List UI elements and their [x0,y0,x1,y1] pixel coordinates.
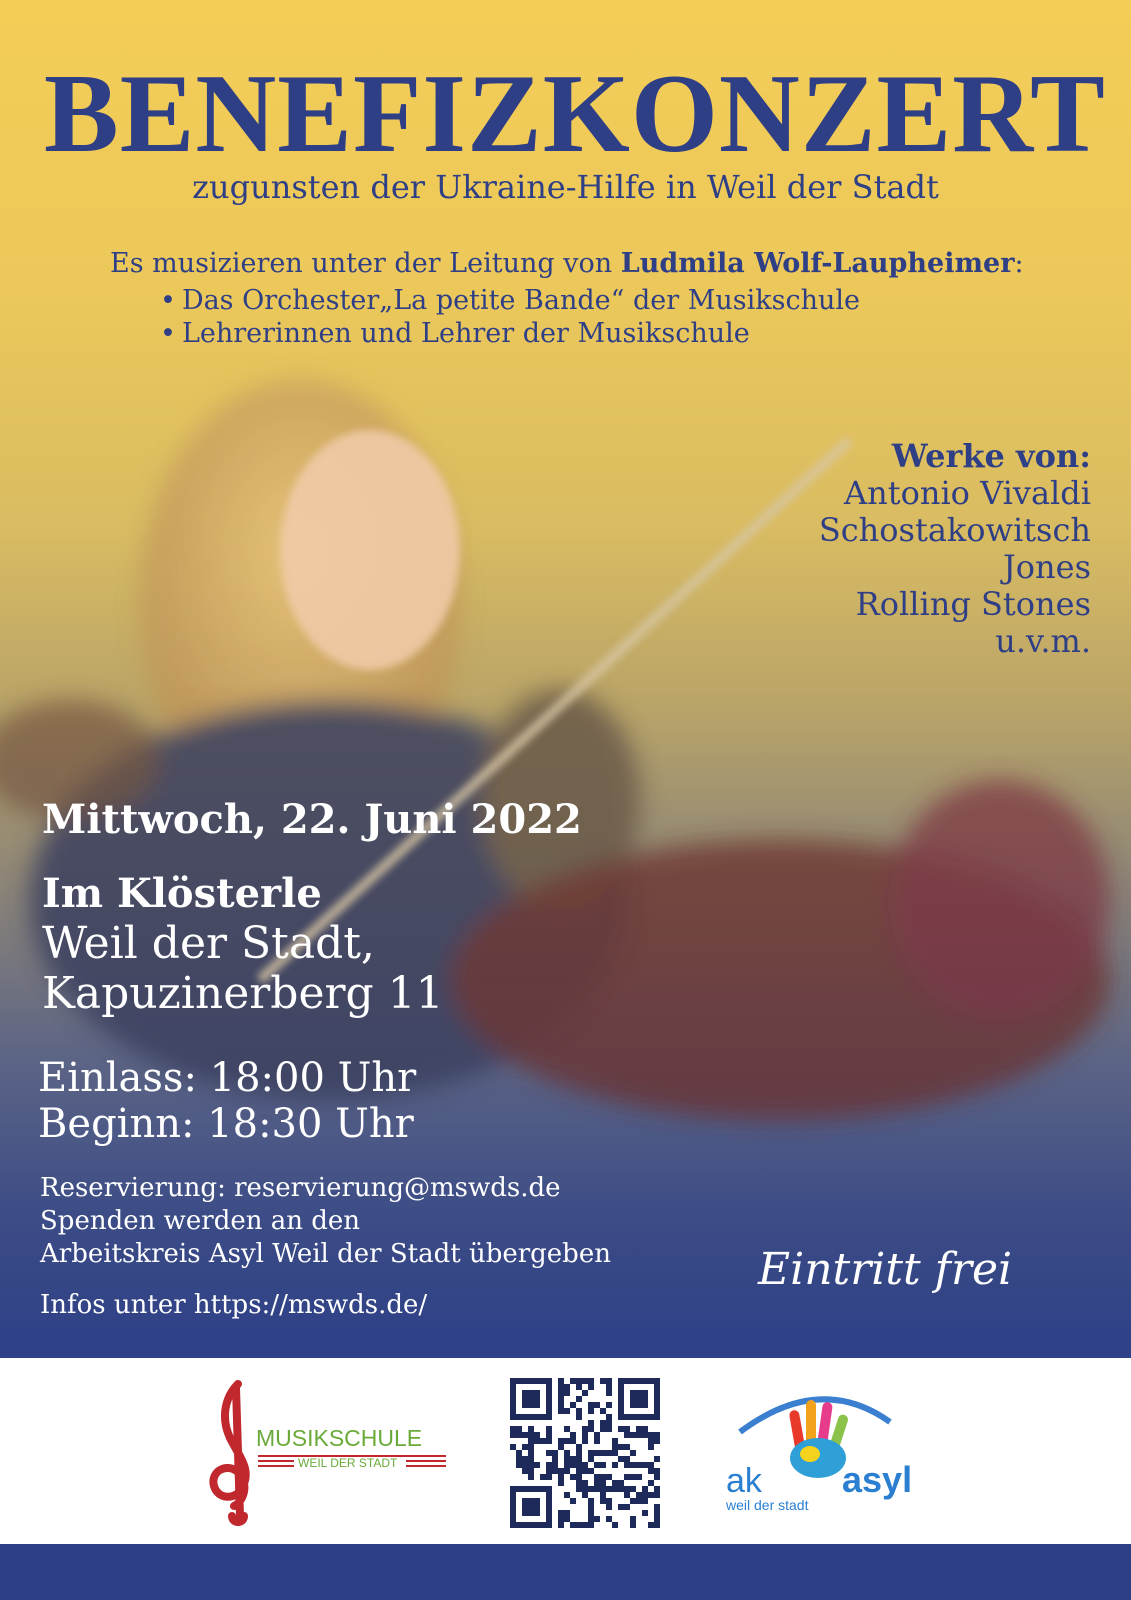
event-venue: Im Klösterle [42,870,322,917]
ak-asyl-logo [726,1382,950,1522]
address-line: Kapuzinerberg 11 [42,968,444,1019]
performer-item: • Lehrerinnen und Lehrer der Musikschule [160,317,860,350]
works-list [819,438,1091,660]
treble-clef-icon [213,1384,245,1522]
lead-suffix: : [1014,248,1024,279]
composer-item: Jones [1002,548,1091,586]
donation-line: Arbeitskreis Asyl Weil der Stadt übergeben [40,1239,611,1269]
musikschule-name: MUSIKSCHULE [256,1425,423,1451]
bottom-bar [0,1544,1131,1600]
asyl-ak-text: ak [726,1462,762,1500]
start-time: Beginn: 18:30 Uhr [38,1101,414,1147]
lead-text [110,248,1024,279]
qr-code-icon[interactable] [510,1378,660,1528]
website-link[interactable]: Infos unter https://mswds.de/ [40,1290,428,1320]
asyl-word-text: asyl [842,1459,913,1500]
composer-item: Antonio Vivaldi [843,474,1091,512]
hand-icon [789,1400,850,1478]
works-heading: Werke von: [891,437,1091,475]
asyl-sub-text: weil der stadt [726,1497,809,1513]
lead-prefix: Es musizieren unter der Leitung von [110,248,621,279]
performer-item: • Das Orchester„La petite Bande“ der Musikschule [160,284,860,317]
reservation-line: Reservierung: reservierung@mswds.de [40,1173,561,1203]
poster-subtitle: zugunsten der Ukraine-Hilfe in Weil der Stadt [192,168,939,206]
event-date: Mittwoch, 22. Juni 2022 [42,796,582,843]
donation-line: Spenden werden an den [40,1206,361,1236]
composer-item: Rolling Stones [855,585,1091,623]
admission-free: Eintritt frei [758,1244,1013,1295]
composer-item: u.v.m. [995,622,1091,660]
poster-title: BENEFIZKONZERT [44,52,1106,176]
admission-time: Einlass: 18:00 Uhr [38,1055,417,1101]
address-line: Weil der Stadt, [42,918,375,969]
performer-list [160,284,860,350]
musikschule-sub: WEIL DER STADT [298,1456,398,1470]
reservation-info [40,1172,611,1271]
composer-item: Schostakowitsch [818,511,1091,549]
event-times [38,1055,416,1147]
conductor-name: Ludmila Wolf-Laupheimer [620,248,1015,279]
musikschule-logo [196,1376,456,1526]
event-address [42,919,444,1019]
